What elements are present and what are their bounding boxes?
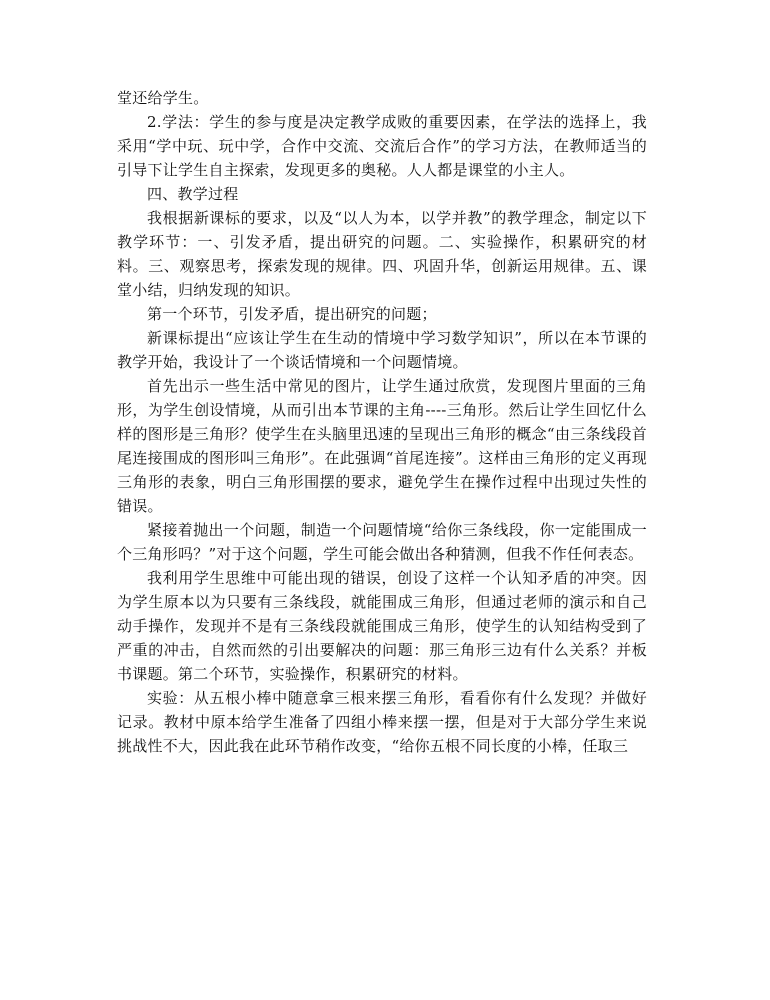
- paragraph-show-pictures: 首先出示一些生活中常见的图片，让学生通过欣赏，发现图片里面的三角形，为学生创设情境，从而引出本节课的主角----三角形。然后让学生回忆什么样的图形是三角形？使学生在头脑里迅速的呈现出三角形的概念“由三条线段首尾连接围成的图形叫三角形”。在此强调“首尾连接”。这样由三角形的定义再现三角形的表象，明白三角形围摆的要求，避免学生在操作过程中出现过失性的错误。: [117, 377, 647, 515]
- paragraph-new-curriculum: 新课标提出“应该让学生在生动的情境中学习数学知识”，所以在本节课的教学开始，我设计了一个谈话情境和一个问题情境。: [117, 329, 647, 371]
- paragraph-study-method: 2.学法：学生的参与度是决定教学成败的重要因素，在学法的选择上，我采用“学中玩、玩中学，合作中交流、交流后合作”的学习方法，在教师适当的引导下让学生自主探索，发现更多的奥秘。人人都是课堂的小主人。: [117, 113, 647, 179]
- document-body: [117, 86, 647, 758]
- section-heading-teaching-process: 四、教学过程: [147, 185, 239, 203]
- paragraph-first-step-heading: 第一个环节，引发矛盾，提出研究的问题；: [147, 305, 437, 323]
- paragraph-cognitive-conflict: 我利用学生思维中可能出现的错误，创设了这样一个认知矛盾的冲突。因为学生原本以为只要有三条线段，就能围成三角形，但通过老师的演示和自己动手操作，发现并不是有三条线段就能围成三角形，使学生的认知结构受到了严重的冲击，自然而然的引出要解决的问题：那三角形三边有什么关系？并板书课题。第二个环节，实验操作，积累研究的材料。: [117, 569, 647, 683]
- paragraph-teaching-steps: 我根据新课标的要求，以及“以人为本，以学并教”的教学理念，制定以下教学环节：一、引发矛盾，提出研究的问题。二、实验操作，积累研究的材料。三、观察思考，探索发现的规律。四、巩固升华，创新运用规律。五、课堂小结，归纳发现的知识。: [117, 209, 647, 299]
- paragraph-continuation: 堂还给学生。: [117, 89, 209, 107]
- paragraph-problem-situation: 紧接着抛出一个问题，制造一个问题情境“给你三条线段，你一定能围成一个三角形吗？”对于这个问题，学生可能会做出各种猜测，但我不作任何表态。: [117, 521, 647, 563]
- paragraph-experiment: 实验：从五根小棒中随意拿三根来摆三角形，看看你有什么发现？并做好记录。教材中原本给学生准备了四组小棒来摆一摆，但是对于大部分学生来说挑战性不大，因此我在此环节稍作改变，“给你五根不同长度的小棒，任取三: [117, 689, 647, 755]
